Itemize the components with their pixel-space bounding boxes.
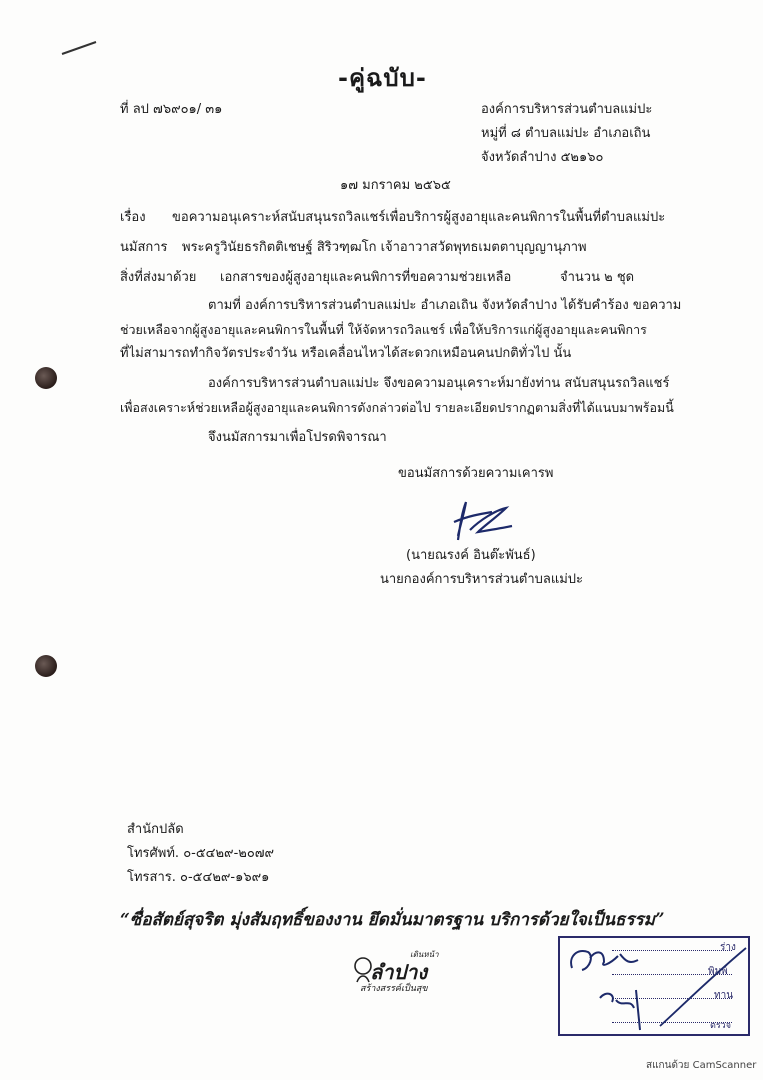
body-paragraph-3: จึงนมัสการมาเพื่อโปรดพิจารณา [208, 430, 387, 445]
enclosure-label: สิ่งที่ส่งมาด้วย [120, 270, 197, 285]
body-paragraph-1-line-2: ช่วยเหลือจากผู้สูงอายุและคนพิการในพื้นที่ ให้จัดหารถวิลแชร์ เพื่อให้บริการแก่ผู้สูงอายุและคนพิการ [120, 322, 647, 337]
scanner-watermark: สแกนด้วย CamScanner [646, 1060, 757, 1071]
stamp-initials-image [560, 938, 748, 1034]
stamp-label-typed: พิมพ์ [708, 966, 728, 977]
subject-text: ขอความอนุเคราะห์สนับสนุนรถวิลแชร์เพื่อบริการผู้สูงอายุและคนพิการในพื้นที่ตำบลแม่ปะ [172, 210, 666, 225]
stamp-label-draft: ร่าง [720, 942, 736, 953]
stamp-label-check: ตรวจ [710, 1021, 732, 1031]
salutation-text: พระครูวินัยธรกิตติเชษฐ์ สิริวฑฺฒโก เจ้าอาวาสวัดพุทธเมตตาบุญญานุภาพ [182, 240, 587, 255]
reference-number: ที่ ลป ๗๖๙๐๑/ ๓๑ [120, 102, 223, 117]
body-paragraph-1-line-3: ที่ไม่สามารถทำกิจวัตรประจำวัน หรือเคลื่อนไหวได้สะดวกเหมือนคนปกติทั่วไป นั้น [120, 346, 572, 361]
sender-address-line-2: หมู่ที่ ๘ ตำบลแม่ปะ อำเภอเถิน [481, 126, 651, 141]
punch-hole-bottom [35, 655, 57, 677]
punch-hole-top [35, 367, 57, 389]
salutation-label: นมัสการ [120, 240, 168, 255]
logo-sub-text: สร้างสรรค์เป็นสุข [360, 984, 428, 994]
signer-name: (นายณรงค์ อินต๊ะพันธ์) [406, 548, 536, 563]
signature-image [440, 496, 520, 550]
office-name: สำนักปลัด [127, 822, 184, 837]
letter-date: ๑๗ มกราคม ๒๕๖๕ [340, 178, 451, 193]
office-fax: โทรสาร. ๐-๕๔๒๙-๑๖๙๑ [127, 870, 270, 885]
lampang-logo [352, 948, 462, 994]
stamp-label-proof: ทาน [714, 990, 734, 1001]
sender-address-line-3: จังหวัดลำปาง ๕๒๑๖๐ [481, 150, 604, 165]
pen-mark [60, 38, 100, 62]
organization-slogan: “ซื่อสัตย์สุจริต มุ่งสัมฤทธิ์ของงาน ยึดมั่นมาตรฐาน บริการด้วยใจเป็นธรรม” [120, 910, 665, 930]
office-phone: โทรศัพท์. ๐-๕๔๒๙-๒๐๗๙ [127, 846, 275, 861]
closing-phrase: ขอนมัสการด้วยความเคารพ [398, 466, 554, 481]
approval-stamp [558, 936, 750, 1036]
enclosure-text: เอกสารของผู้สูงอายุและคนพิการที่ขอความช่วยเหลือ [220, 270, 512, 285]
body-paragraph-2-line-1: องค์การบริหารส่วนตำบลแม่ปะ จึงขอความอนุเคราะห์มายังท่าน สนับสนุนรถวิลแชร์ [208, 376, 670, 391]
document-title: -คู่ฉบับ- [338, 64, 427, 92]
logo-main-text: ลำปาง [370, 960, 428, 984]
subject-label: เรื่อง [120, 210, 146, 225]
sender-address-line-1: องค์การบริหารส่วนตำบลแม่ปะ [481, 102, 653, 117]
logo-small-text: เดินหน้า [410, 950, 439, 959]
signer-title: นายกองค์การบริหารส่วนตำบลแม่ปะ [380, 572, 584, 587]
body-paragraph-1-line-1: ตามที่ องค์การบริหารส่วนตำบลแม่ปะ อำเภอเถิน จังหวัดลำปาง ได้รับคำร้อง ขอความ [208, 298, 682, 313]
body-paragraph-2-line-2: เพื่อสงเคราะห์ช่วยเหลือผู้สูงอายุและคนพิการดังกล่าวต่อไป รายละเอียดปรากฏตามสิ่งที่ได้แนบมาพร้อมนี้ [120, 400, 674, 415]
enclosure-quantity: จำนวน ๒ ชุด [560, 270, 635, 285]
